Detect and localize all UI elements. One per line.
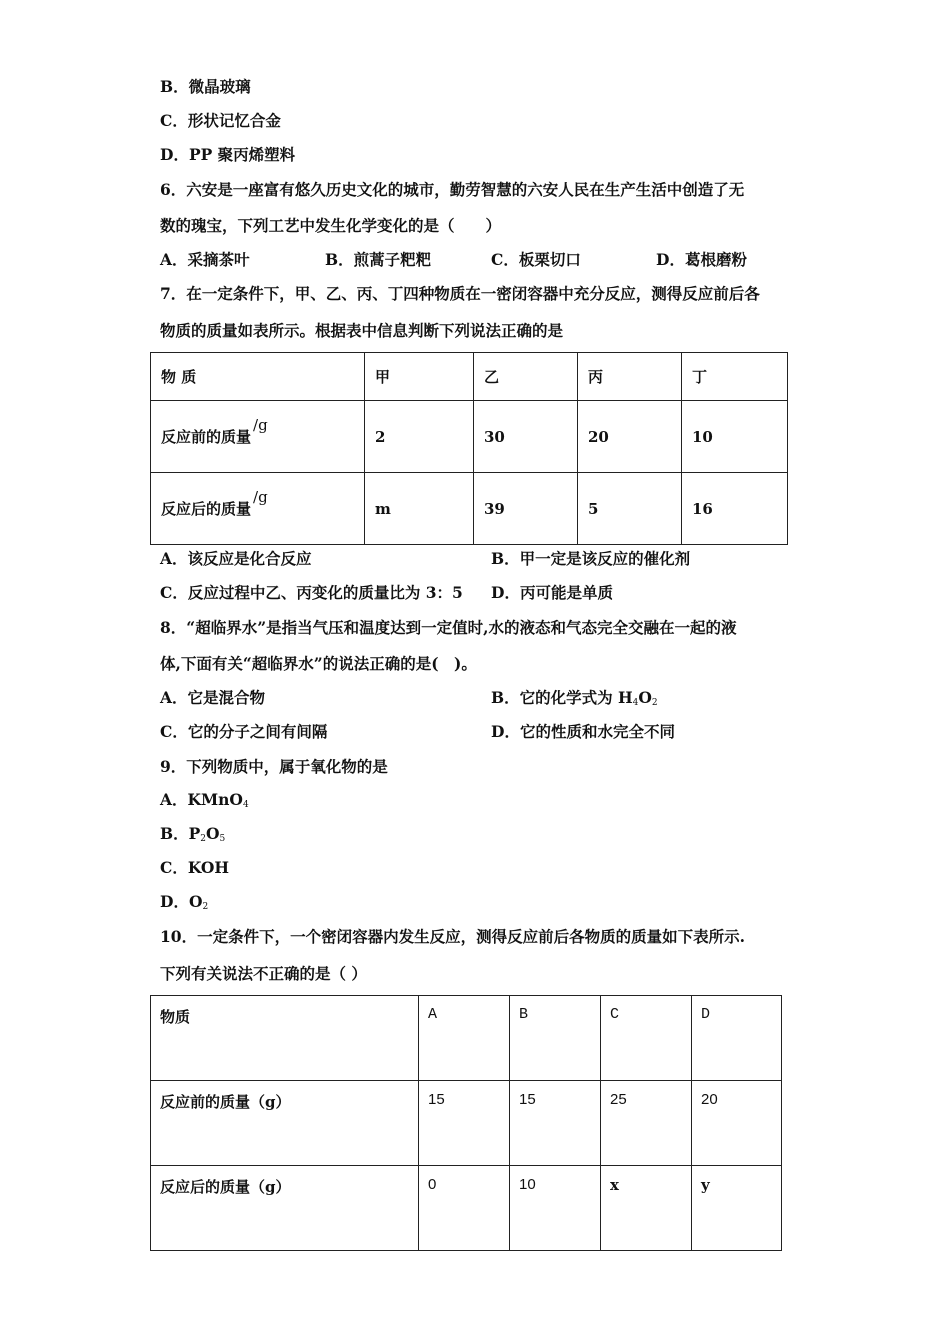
q7-row-label: 反应前的质量/g — [151, 401, 365, 473]
q5-option-d: D．PP 聚丙烯塑料 — [160, 145, 296, 164]
q10-header-cell: A — [419, 996, 510, 1081]
q7-table-header-row — [151, 353, 788, 401]
q10-table-row-before — [151, 1081, 782, 1166]
q7-option-c: C．反应过程中乙、丙变化的质量比为 3：5 — [160, 583, 463, 602]
q9-stem: 9．下列物质中，属于氧化物的是 — [160, 757, 388, 776]
q10-cell: 25 — [601, 1081, 692, 1166]
q7-table-row-before — [151, 401, 788, 473]
q8-option-b: B．它的化学式为 $H_4O_2$ — [491, 688, 658, 708]
q10-header-cell: B — [510, 996, 601, 1081]
q7-cell: 16 — [682, 473, 788, 545]
q10-cell: 0 — [419, 1166, 510, 1251]
q7-stem-line1: 7．在一定条件下，甲、乙、丙、丁四种物质在一密闭容器中充分反应，测得反应前后各 — [160, 284, 760, 303]
q5-option-b: B．微晶玻璃 — [160, 77, 251, 96]
q7-header-cell: 丙 — [578, 353, 682, 401]
q8-option-d: D．它的性质和水完全不同 — [491, 722, 675, 741]
q7-unit: /g — [253, 416, 268, 434]
q7-cell: m — [365, 473, 474, 545]
q10-cell: y — [692, 1166, 782, 1251]
q6-option-d: D．葛根磨粉 — [656, 250, 747, 269]
q7-header-cell: 乙 — [474, 353, 578, 401]
q10-cell: 10 — [510, 1166, 601, 1251]
q9-option-d: D．$O_2$ — [160, 892, 209, 912]
q7-stem-line2: 物质的质量如表所示。根据表中信息判断下列说法正确的是 — [160, 321, 564, 340]
q7-header-cell: 甲 — [365, 353, 474, 401]
q6-option-c: C．板栗切口 — [491, 250, 581, 269]
q6-option-b: B．煎蒿子粑粑 — [325, 250, 432, 269]
q7-option-a: A．该反应是化合反应 — [160, 549, 312, 568]
q7-option-d: D．丙可能是单质 — [491, 583, 613, 602]
q7-cell: 20 — [578, 401, 682, 473]
q10-stem-line1: 10．一定条件下，一个密闭容器内发生反应，测得反应前后各物质的质量如下表所示. — [160, 927, 745, 946]
q8-option-c: C．它的分子之间有间隔 — [160, 722, 328, 741]
q6-stem-line1: 6．六安是一座富有悠久历史文化的城市，勤劳智慧的六安人民在生产生活中创造了无 — [160, 180, 745, 199]
q7-table-row-after — [151, 473, 788, 545]
q7-cell: 30 — [474, 401, 578, 473]
q8-stem-line1: 8．“超临界水”是指当气压和温度达到一定值时,水的液态和气态完全交融在一起的液 — [160, 618, 737, 637]
q10-row-label: 反应后的质量（g） — [151, 1166, 419, 1251]
q10-table-row-after — [151, 1166, 782, 1251]
q7-unit: /g — [253, 488, 268, 506]
q10-header-cell: C — [601, 996, 692, 1081]
q10-cell: 20 — [692, 1081, 782, 1166]
q7-cell: 10 — [682, 401, 788, 473]
q10-cell: 15 — [419, 1081, 510, 1166]
q6-stem-line2: 数的瑰宝，下列工艺中发生化学变化的是（ ） — [160, 216, 502, 235]
q7-option-b: B．甲一定是该反应的催化剂 — [491, 549, 691, 568]
q10-table — [150, 995, 782, 1251]
q6-option-a: A．采摘茶叶 — [160, 250, 250, 269]
q7-header-cell: 丁 — [682, 353, 788, 401]
q9-option-c: C．KOH — [160, 858, 230, 877]
q7-cell: 39 — [474, 473, 578, 545]
q7-row-label: 反应后的质量/g — [151, 473, 365, 545]
q9-option-b: B．$P_2O_5$ — [160, 824, 226, 844]
q10-stem-line2: 下列有关说法不正确的是（ ） — [160, 964, 367, 983]
q10-header-cell: 物质 — [151, 996, 419, 1081]
q7-cell: 2 — [365, 401, 474, 473]
q10-row-label: 反应前的质量（g） — [151, 1081, 419, 1166]
q5-option-c: C．形状记忆合金 — [160, 111, 281, 130]
q10-header-cell: D — [692, 996, 782, 1081]
q7-table — [150, 352, 788, 545]
q10-cell: x — [601, 1166, 692, 1251]
q8-stem-line2: 体,下面有关“超临界水”的说法正确的是( )。 — [160, 654, 477, 673]
q10-table-header-row — [151, 996, 782, 1081]
q9-option-a: A．KMnO$_4$ — [160, 790, 249, 810]
q7-header-cell: 物 质 — [151, 353, 365, 401]
q7-cell: 5 — [578, 473, 682, 545]
q8-option-a: A．它是混合物 — [160, 688, 266, 707]
q10-cell: 15 — [510, 1081, 601, 1166]
